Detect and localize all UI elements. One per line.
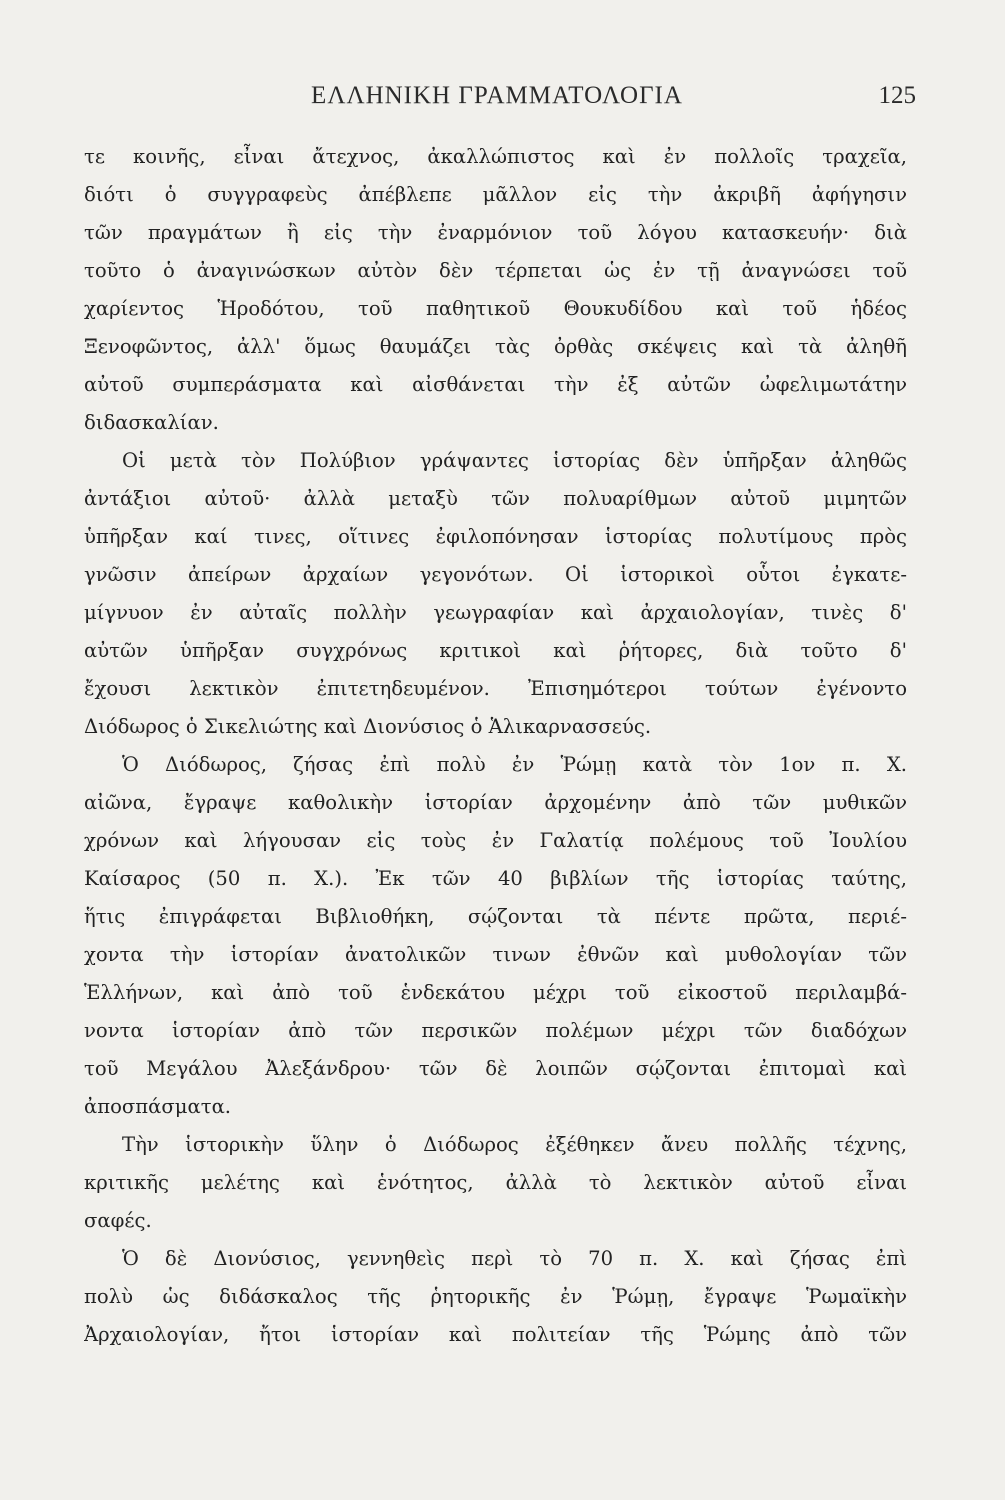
text-line: μίγνυον ἐν αὐταῖς πολλὴν γεωγραφίαν καὶ ἀρχαιολογίαν, τινὲς δ' (84, 601, 907, 624)
page-number: 125 (878, 82, 916, 109)
text-line: σαφές. (84, 1209, 152, 1232)
text-line: Καίσαρος (50 π. Χ.). Ἐκ τῶν 40 βιβλίων τῆς ἱστορίας ταύτης, (84, 867, 907, 890)
text-line: τῶν πραγμάτων ἢ εἰς τὴν ἐναρμόνιον τοῦ λόγου κατασκευήν· διὰ (84, 221, 907, 244)
text-line: διότι ὁ συγγραφεὺς ἀπέβλεπε μᾶλλον εἰς τὴν ἀκριβῆ ἀφήγησιν (84, 183, 907, 206)
text-line: ἀποσπάσματα. (84, 1095, 232, 1118)
text-line: Ἑλλήνων, καὶ ἀπὸ τοῦ ἑνδεκάτου μέχρι τοῦ εἰκοστοῦ περιλαμβά- (84, 981, 907, 1004)
text-line: αἰῶνα, ἔγραψε καθολικὴν ἱστορίαν ἀρχομένην ἀπὸ τῶν μυθικῶν (84, 791, 907, 814)
text-line: διδασκαλίαν. (84, 411, 219, 434)
text-line: ὑπῆρξαν καί τινες, οἵτινες ἐφιλοπόνησαν ἱστορίας πολυτίμους πρὸς (84, 525, 907, 548)
text-line: Τὴν ἱστορικὴν ὕλην ὁ Διόδωρος ἐξέθηκεν ἄνευ πολλῆς τέχνης, (122, 1133, 907, 1156)
text-line: τε κοινῆς, εἶναι ἄτεχνος, ἀκαλλώπιστος καὶ ἐν πολλοῖς τραχεῖα, (84, 145, 907, 168)
running-title: ΕΛΛΗΝΙΚΗ ΓΡΑΜΜΑΤΟΛΟΓΙΑ (311, 82, 683, 109)
text-line: αὐτῶν ὑπῆρξαν συγχρόνως κριτικοὶ καὶ ῥήτορες, διὰ τοῦτο δ' (84, 639, 907, 662)
text-line: νοντα ἱστορίαν ἀπὸ τῶν περσικῶν πολέμων μέχρι τῶν διαδόχων (84, 1019, 907, 1042)
text-line: κριτικῆς μελέτης καὶ ἑνότητος, ἀλλὰ τὸ λεκτικὸν αὐτοῦ εἶναι (84, 1171, 907, 1194)
text-line: ἥτις ἐπιγράφεται Βιβλιοθήκη, σῴζονται τὰ πέντε πρῶτα, περιέ- (84, 905, 907, 928)
text-line: χρόνων καὶ λήγουσαν εἰς τοὺς ἐν Γαλατίᾳ πολέμους τοῦ Ἰουλίου (84, 829, 907, 852)
text-line: πολὺ ὡς διδάσκαλος τῆς ῥητορικῆς ἐν Ῥώμῃ, ἔγραψε Ῥωμαϊκὴν (84, 1285, 907, 1308)
text-line: Ὁ δὲ Διονύσιος, γεννηθεὶς περὶ τὸ 70 π. Χ. καὶ ζήσας ἐπὶ (122, 1247, 907, 1270)
text-line: χαρίεντος Ἡροδότου, τοῦ παθητικοῦ Θουκυδίδου καὶ τοῦ ἡδέος (84, 297, 907, 320)
text-line: τοῦ Μεγάλου Ἀλεξάνδρου· τῶν δὲ λοιπῶν σῴζονται ἐπιτομαὶ καὶ (84, 1057, 907, 1080)
text-line: Ξενοφῶντος, ἀλλ' ὅμως θαυμάζει τὰς ὀρθὰς σκέψεις καὶ τὰ ἀληθῆ (84, 335, 907, 358)
text-line: Οἱ μετὰ τὸν Πολύβιον γράψαντες ἱστορίας δὲν ὑπῆρξαν ἀληθῶς (122, 449, 907, 472)
text-line: ἀντάξιοι αὐτοῦ· ἀλλὰ μεταξὺ τῶν πολυαρίθμων αὐτοῦ μιμητῶν (84, 487, 907, 510)
text-line: χοντα τὴν ἱστορίαν ἀνατολικῶν τινων ἐθνῶν καὶ μυθολογίαν τῶν (84, 943, 907, 966)
text-line: ἔχουσι λεκτικὸν ἐπιτετηδευμένον. Ἐπισημότεροι τούτων ἐγένοντο (84, 677, 907, 700)
text-line: γνῶσιν ἀπείρων ἀρχαίων γεγονότων. Οἱ ἱστορικοὶ οὗτοι ἐγκατε- (84, 563, 907, 586)
text-line: τοῦτο ὁ ἀναγινώσκων αὐτὸν δὲν τέρπεται ὡς ἐν τῇ ἀναγνώσει τοῦ (84, 259, 907, 282)
page-header (84, 82, 916, 114)
body-text (84, 138, 907, 1354)
text-line: Διόδωρος ὁ Σικελιώτης καὶ Διονύσιος ὁ Ἁλικαρνασσεύς. (84, 715, 652, 738)
text-line: Ἀρχαιολογίαν, ἤτοι ἱστορίαν καὶ πολιτείαν τῆς Ῥώμης ἀπὸ τῶν (84, 1323, 907, 1346)
text-line: Ὁ Διόδωρος, ζήσας ἐπὶ πολὺ ἐν Ῥώμῃ κατὰ τὸν 1ον π. Χ. (122, 753, 907, 776)
text-line: αὐτοῦ συμπεράσματα καὶ αἰσθάνεται τὴν ἐξ αὐτῶν ὠφελιμωτάτην (84, 373, 907, 396)
